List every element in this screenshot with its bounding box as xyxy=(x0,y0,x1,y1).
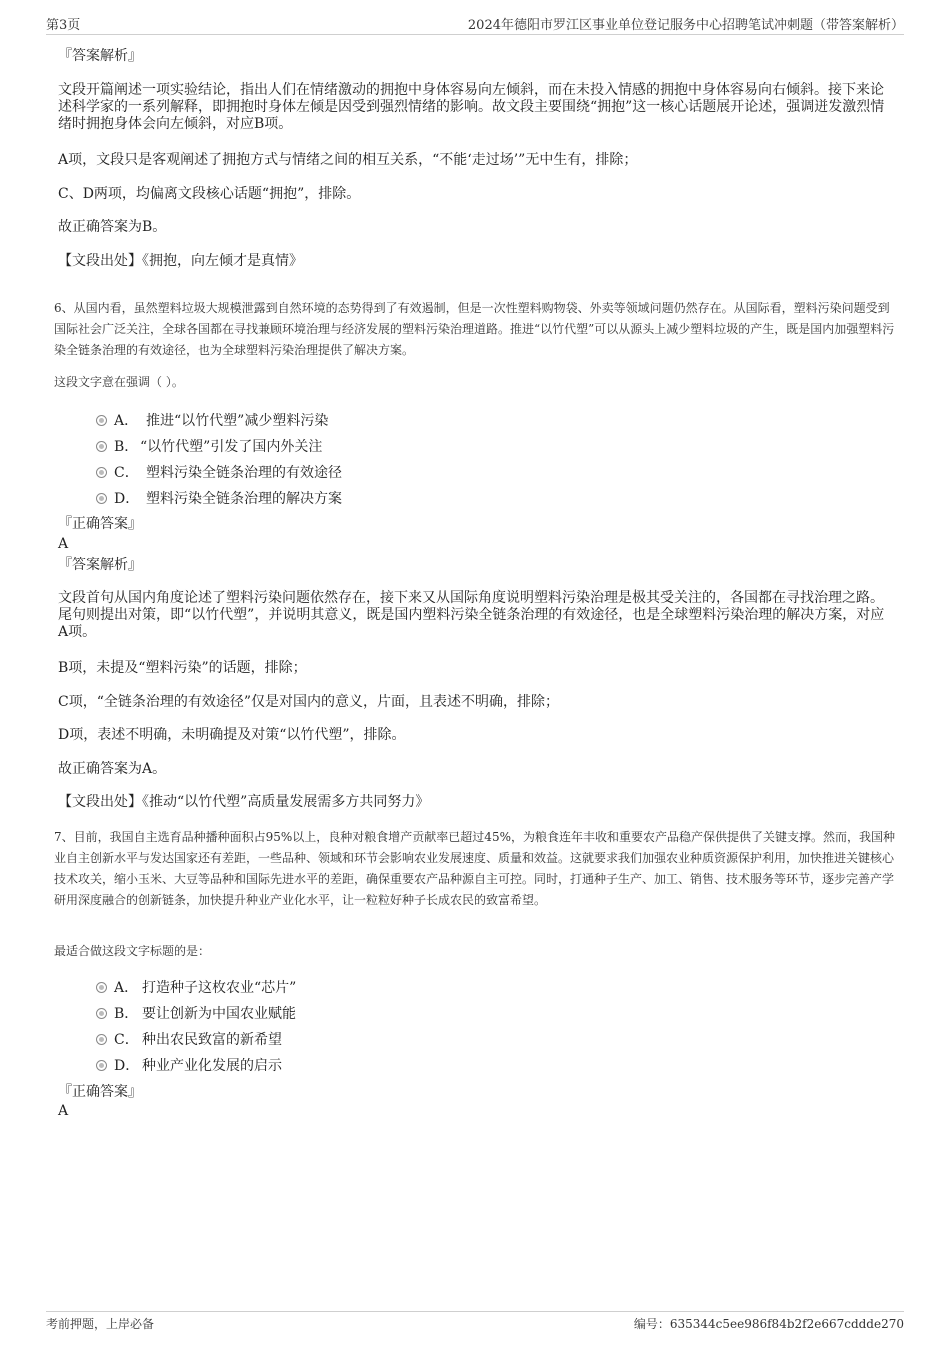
option-letter: A． xyxy=(114,980,139,996)
radio-icon[interactable] xyxy=(96,982,107,993)
analysis-label: 『答案解析』 xyxy=(58,48,142,64)
option-letter: A． xyxy=(114,413,139,429)
option-text: 推进“以竹代塑”减少塑料污染 xyxy=(146,413,329,429)
passage-source: 【文段出处】《拥抱，向左倾才是真情》 xyxy=(58,253,303,269)
page-number: 第3页 xyxy=(46,18,81,33)
option-letter: C． xyxy=(114,1032,139,1048)
page-header xyxy=(46,14,904,35)
radio-icon[interactable] xyxy=(96,493,107,504)
option-letter: D． xyxy=(114,491,140,507)
option-text: 种业产业化发展的启示 xyxy=(142,1058,282,1074)
radio-icon[interactable] xyxy=(96,415,107,426)
document-title: 2024年德阳市罗江区事业单位登记服务中心招聘笔试冲刺题（带答案解析） xyxy=(467,18,904,33)
option-text: 塑料污染全链条治理的解决方案 xyxy=(146,491,342,507)
analysis-conclusion: 故正确答案为B。 xyxy=(58,219,167,235)
analysis-conclusion: 故正确答案为A。 xyxy=(58,761,167,777)
analysis-line-a: A项，文段只是客观阐述了拥抱方式与情绪之间的相互关系，“不能‘走过场’”无中生有，排除； xyxy=(58,152,638,168)
option-text: 塑料污染全链条治理的有效途径 xyxy=(146,465,342,481)
question-7-prompt: 最适合做这段文字标题的是： xyxy=(54,944,211,958)
analysis-line-c: C项，“全链条治理的有效途径”仅是对国内的意义，片面，且表述不明确，排除； xyxy=(58,694,560,710)
analysis-text: 文段首句从国内角度论述了塑料污染问题依然存在，接下来又从国际角度说明塑料污染治理是极其受关注的，各国都在寻找治理之路。尾句则提出对策，即“以竹代塑”，并说明其意义，既是国内塑料污染全链条治理的有效途径，也是全球塑料污染治理的解决方案，对应A项。 xyxy=(58,590,885,640)
analysis-line-b: B项，未提及“塑料污染”的话题，排除； xyxy=(58,660,307,676)
analysis-line-cd: C、D两项，均偏离文段核心话题“拥抱”，排除。 xyxy=(58,186,361,202)
radio-icon[interactable] xyxy=(96,1034,107,1045)
page-footer xyxy=(46,1311,904,1334)
option-text: 打造种子这枚农业“芯片” xyxy=(142,980,297,996)
option-text: 要让创新为中国农业赋能 xyxy=(142,1006,296,1022)
radio-icon[interactable] xyxy=(96,441,107,452)
question-7-text: 7、目前，我国自主选育品种播种面积占95%以上，良种对粮食增产贡献率已超过45%，为粮食连年丰收和重要农产品稳产保供提供了关键支撑。然而，我国种业自主创新水平与发达国家还有差距，一些品种、领域和环节会影响农业发展速度、质量和效益。这就要求我们加强农业种质资源保护利用，加快推进关键核心技术攻关，缩小玉米、大豆等品种和国际先进水平的差距，确保重要农产品种源自主可控。同时，打通种子生产、加工、销售、技术服务等环节，逐步完善产学研用深度融合的创新链条，加快提升种业产业化水平，让一粒粒好种子长成农民的致富希望。 xyxy=(54,830,895,907)
radio-icon[interactable] xyxy=(96,467,107,478)
option-letter: B． xyxy=(114,1006,139,1022)
correct-answer: A xyxy=(58,1103,69,1119)
option-text: “以竹代塑”引发了国内外关注 xyxy=(140,439,323,455)
analysis-text: 文段开篇阐述一项实验结论，指出人们在情绪激动的拥抱中身体容易向左倾斜，而在未投入情感的拥抱中身体容易向右倾斜。接下来论述科学家的一系列解释，即拥抱时身体左倾是因受到强烈情绪的影响。故文段主要围绕“拥抱”这一核心话题展开论述，强调迸发激烈情绪时拥抱身体会向左倾斜，对应B项。 xyxy=(58,82,885,132)
document-id: 编号：635344c5ee986f84b2f2e667cddde270 xyxy=(633,1317,904,1331)
correct-answer-label: 『正确答案』 xyxy=(58,516,142,532)
analysis-label: 『答案解析』 xyxy=(58,557,142,573)
option-letter: D． xyxy=(114,1058,140,1074)
option-text: 种出农民致富的新希望 xyxy=(142,1032,282,1048)
radio-icon[interactable] xyxy=(96,1008,107,1019)
radio-icon[interactable] xyxy=(96,1060,107,1071)
option-letter: B． xyxy=(114,439,139,455)
correct-answer-label: 『正确答案』 xyxy=(58,1084,142,1100)
option-letter: C． xyxy=(114,465,139,481)
passage-source: 【文段出处】《推动“以竹代塑”高质量发展需多方共同努力》 xyxy=(58,794,430,810)
question-6-text: 6、从国内看，虽然塑料垃圾大规模泄露到自然环境的态势得到了有效遏制，但是一次性塑料购物袋、外卖等领域问题仍然存在。从国际看，塑料污染问题受到国际社会广泛关注，全球各国都在寻找兼顾环境治理与经济发展的塑料污染治理道路。推进“以竹代塑”可以从源头上减少塑料垃圾的产生，既是国内加强塑料污染全链条治理的有效途径，也为全球塑料污染治理提供了解决方案。 xyxy=(54,301,895,357)
correct-answer: A xyxy=(58,536,69,552)
analysis-line-d: D项，表述不明确，未明确提及对策“以竹代塑”，排除。 xyxy=(58,727,406,743)
question-6-prompt: 这段文字意在强调（ ）。 xyxy=(54,375,184,389)
footer-slogan: 考前押题，上岸必备 xyxy=(46,1317,155,1331)
